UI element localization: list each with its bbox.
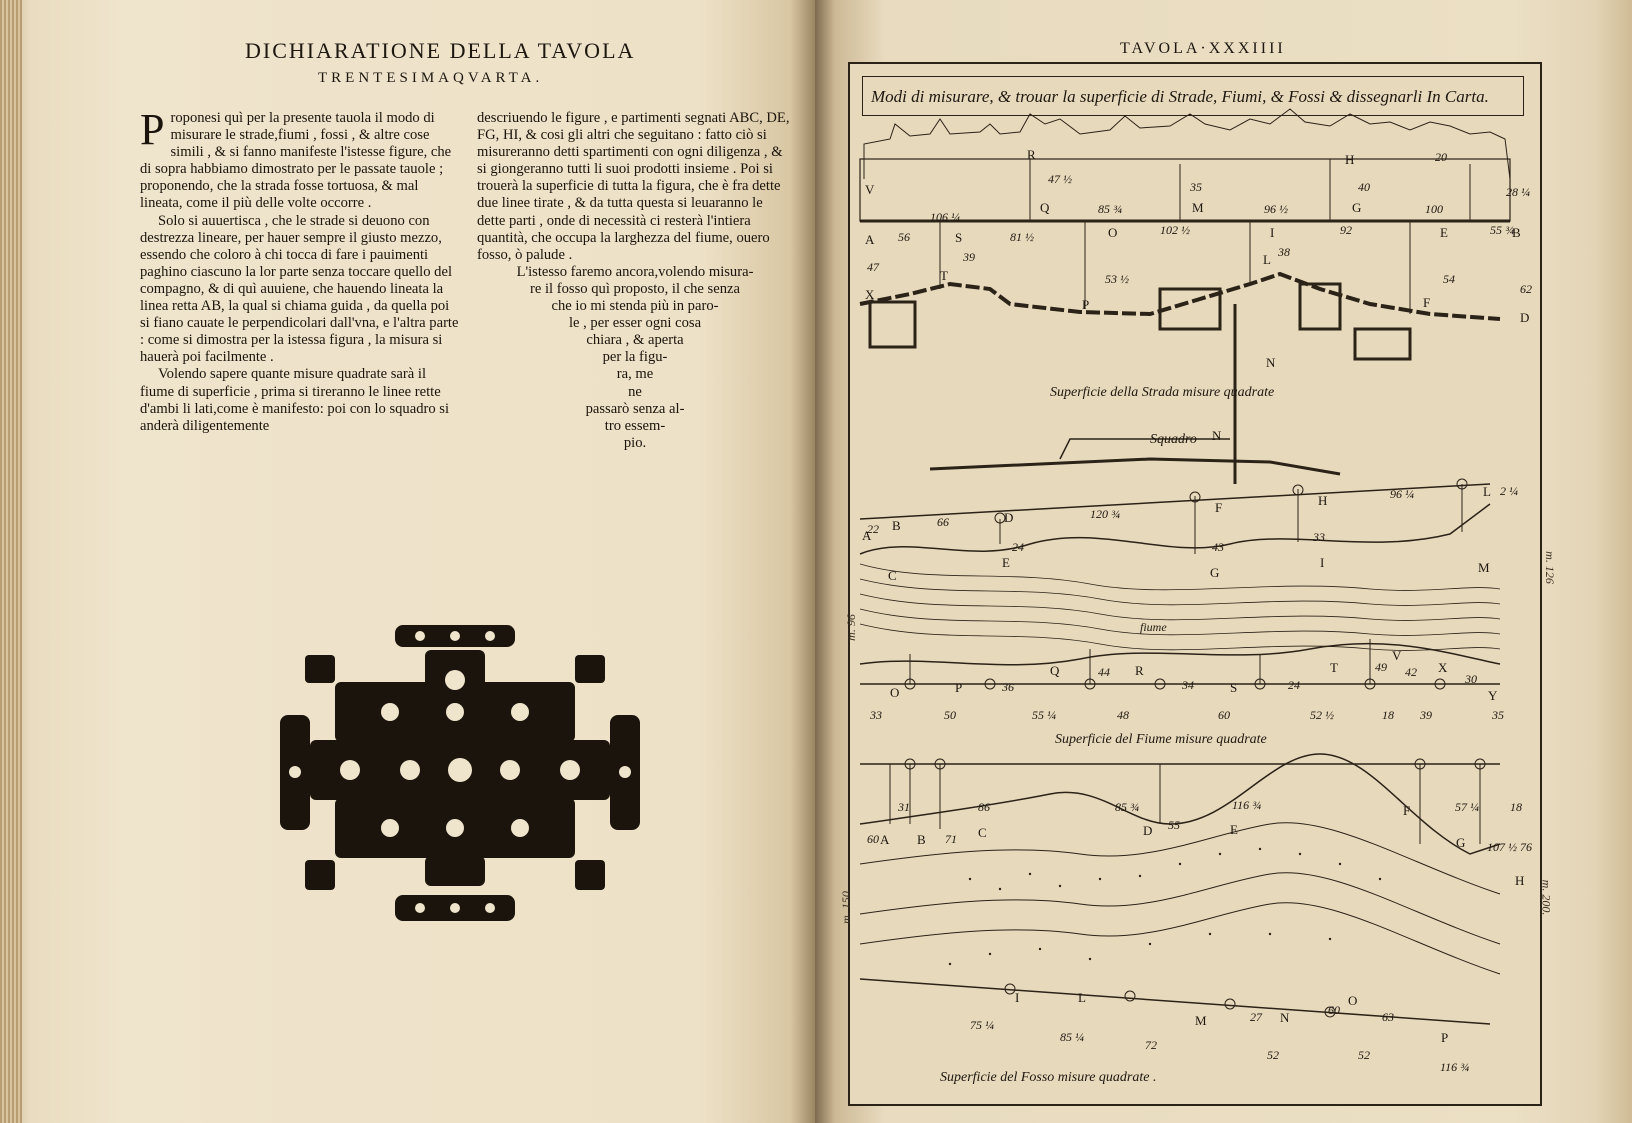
label: B [892,518,901,533]
margin-note: m. 96 [843,614,858,641]
label: M [1195,1013,1207,1028]
tapered-paragraph [477,264,793,452]
measure: 53 ½ [1105,272,1129,286]
measure: 102 ½ [1160,223,1190,237]
label: R [1135,663,1144,678]
label: F [1423,295,1431,310]
measure: 33 [870,708,882,722]
label: D [1004,510,1014,525]
taper-line: che io mi stenda più in paro- [551,298,719,315]
page-edges [0,0,22,1123]
taper-line: pio. [623,434,647,451]
squadro-caption: Squadro [1150,432,1197,447]
measure: 38 [1278,245,1290,259]
taper-line: ra, me [616,366,654,383]
measure: 92 [1340,223,1352,237]
fiume-word: fiume [1140,620,1167,634]
label: G [1210,565,1220,580]
town-skyline [864,109,1510,179]
label: Q [1050,663,1060,678]
measure: 52 ½ [1310,708,1334,722]
measure: 72 [1145,1038,1157,1052]
label: O [1348,993,1358,1008]
measure: 100 [1425,202,1443,216]
label: E [1440,225,1448,240]
measure: 55 [1168,818,1180,832]
measure: 85 ¾ [1098,202,1122,216]
measure: 85 ¾ [1115,800,1139,814]
strada-caption: Superficie della Strada misure quadrate [1050,385,1275,400]
taper-line: tro essem- [604,417,666,434]
page-header: DICHIARATIONE DELLA TAVOLA [245,38,636,63]
taper-line: passarò senza al- [585,400,685,417]
label: O [890,685,900,700]
measure: 71 [945,832,957,846]
measure: 52 [1267,1048,1279,1062]
measure: 75 ¼ [970,1018,994,1032]
measure: 48 [1117,708,1129,722]
measure: 107 ½ [1487,840,1517,854]
label: T [1330,660,1338,675]
label: L [1483,484,1491,499]
measure: 54 [1443,272,1455,286]
printer-ornament [280,620,660,930]
label: G [1456,835,1466,850]
measure: 35 [1190,180,1202,194]
label: M [1192,200,1204,215]
measure: 27 [1250,1010,1262,1024]
margin-note: m. 200. [1539,879,1554,916]
measure: 34 [1182,678,1194,692]
paragraph-3: Volendo sapere quante misure quadrate sarà il fiume di superficie , prima si tireranno le linee rette d'ambi li lati,come è manifesto: poi con lo squadro si anderà diligentemente [140,366,450,434]
label: L [1078,990,1086,1005]
measure: 50 [944,708,956,722]
fosso-diagram [860,754,1500,1024]
drop-cap: P [140,105,165,154]
measure: 85 ¼ [1060,1030,1084,1044]
measure: 28 ¼ [1506,185,1530,199]
label: Q [1040,200,1050,215]
measure: 63 [1382,1010,1394,1024]
measure: 35 [1492,708,1504,722]
label: M [1478,560,1490,575]
fiume-caption: Superficie del Fiume misure quadrate [1055,732,1267,747]
measure: 40 [1358,180,1370,194]
label: L [1263,252,1271,267]
measure: 60 [1218,708,1230,722]
label: C [978,825,987,840]
measure: 18 [1510,800,1522,814]
measure: 56 [898,230,910,244]
measure: 55 ¾ [1490,223,1514,237]
paragraph-2: Solo si auuertisca , che le strade si deuono con destrezza lineare, per hauer sempre il giusto mezzo, essendo che coloro à chi tocca di fare i pauimenti paghino ciascuno la lor parte senza toccare quello del compagno, & di quì auuiene, che hauendo lineata la linea retta AB, la qual si chiama guida , da quella poi si fiano cauate le perpendicolari dall'vna, e l'altra parte : come si dimostra per la istessa figura , la misura si hauerà poi facilmente . [140,212,459,366]
taper-line: chiara , & aperta [586,332,684,349]
label: O [1108,225,1118,240]
measure: 60 [1328,1003,1340,1017]
page-subheader: TRENTESIMAQVARTA. [318,70,544,86]
fosso-caption: Superficie del Fosso misure quadrate . [940,1070,1157,1085]
label: H [1515,873,1525,888]
measure: 86 [978,800,990,814]
taper-line: le , per esser ogni cosa [568,315,702,332]
label: D [1143,823,1153,838]
measure: 116 ¾ [1232,798,1262,812]
label: G [1352,200,1362,215]
text-column-left [140,105,462,435]
measure: 42 [1405,665,1417,679]
paragraph-4: descriuendo le figure , e partimenti segnati ABC, DE, FG, HI, & cosi gli altri che seguitano : fatto ciò si misureranno detti spartimenti con ogni diligenza , & si giongeranno tutti li suoi prodotti insieme . Poi si trouerà la superficie di tutta la figura, che è fra dette due linee tirate , & da tutta questa si leuaranno le dette parti , onde di necessità ci resterà l'intiera quantità, che occupa la larghezza del fiume, ouero fosso, ò palude . [477,110,790,263]
label: E [1002,555,1010,570]
measure: 116 ¾ [1440,1060,1470,1074]
measure: 52 [1358,1048,1370,1062]
label: R [1027,147,1036,162]
label: H [1345,152,1355,167]
label: S [955,230,963,245]
label: S [1230,680,1238,695]
measure: 22 [867,522,879,536]
measure: 66 [937,515,949,529]
measure: 30 [1465,672,1477,686]
measure: 2 ¼ [1500,484,1518,498]
measure: 43 [1212,540,1224,554]
label: P [1441,1030,1449,1045]
measure: 36 [1002,680,1014,694]
label: Y [1488,688,1498,703]
measure: 18 [1382,708,1394,722]
label: T [940,268,948,283]
label: N [1266,355,1276,370]
label: V [865,182,875,197]
left-page [0,0,815,1123]
taper-line: re il fosso quì proposto, il che senza [530,280,740,297]
measure: 39 [1420,708,1432,722]
label: B [917,832,926,847]
label: C [888,568,897,583]
label: N [1212,428,1222,443]
measure: 47 [867,260,879,274]
measure: 33 [1313,530,1325,544]
measure: 120 ¾ [1090,507,1120,521]
fiume-diagram [860,479,1500,689]
label: F [1215,500,1223,515]
measure: 24 [1012,540,1024,554]
taper-line: ne [628,383,642,400]
label: I [1270,225,1275,240]
label: X [865,287,875,302]
label: V [1392,648,1402,663]
label: F [1403,803,1411,818]
measure: 57 ¼ [1455,800,1479,814]
label: I [1320,555,1325,570]
measure: 60 [867,832,879,846]
taper-line: L'istesso faremo ancora,volendo misura- [516,263,754,280]
measure: 31 [898,800,910,814]
paragraph-1: roponesi quì per la presente tauola il modo di misurare le strade,fiumi , fossi , & altre cose simili , & si fanno manifeste l'istesse figure, che di sopra habbiamo dimostrato per le passate tauole ; proponendo, che la strada fosse tortuosa, & mal lineata, come il più delle volte occorre . [140,110,452,212]
measure: 47 ½ [1048,172,1072,186]
label: H [1318,493,1328,508]
label: N [1280,1010,1290,1025]
measure: 55 ¼ [1032,708,1056,722]
measure: 106 ¼ [930,210,960,224]
taper-line: per la figu- [602,349,668,366]
margin-note: m. 126 [1542,551,1557,584]
label: A [880,832,890,847]
plate-header: TAVOLA·XXXIIII [1120,40,1286,57]
measure: 81 ½ [1010,230,1034,244]
margin-note: m. 150 [838,891,853,924]
label: X [1438,660,1448,675]
label: E [1230,822,1238,837]
measure: 24 [1288,678,1300,692]
label: A [862,528,872,543]
measure: 96 ½ [1264,202,1288,216]
label: I [1015,990,1020,1005]
measure: 20 [1435,150,1447,164]
label: A [865,232,875,247]
measure: 96 ¼ [1390,487,1414,501]
text-column-right [477,110,793,452]
measure: 76 [1520,840,1532,854]
measure: 62 [1520,282,1532,296]
label: B [1512,225,1521,240]
label: P [955,680,963,695]
measure: 44 [1098,665,1110,679]
label: D [1520,310,1530,325]
measure: 49 [1375,660,1387,674]
plate-title: Modi di misurare, & trouar la superficie di Strade, Fiumi, & Fossi & dissegnarli In Carta. [862,76,1524,116]
measure: 39 [963,250,975,264]
label: P [1082,297,1090,312]
